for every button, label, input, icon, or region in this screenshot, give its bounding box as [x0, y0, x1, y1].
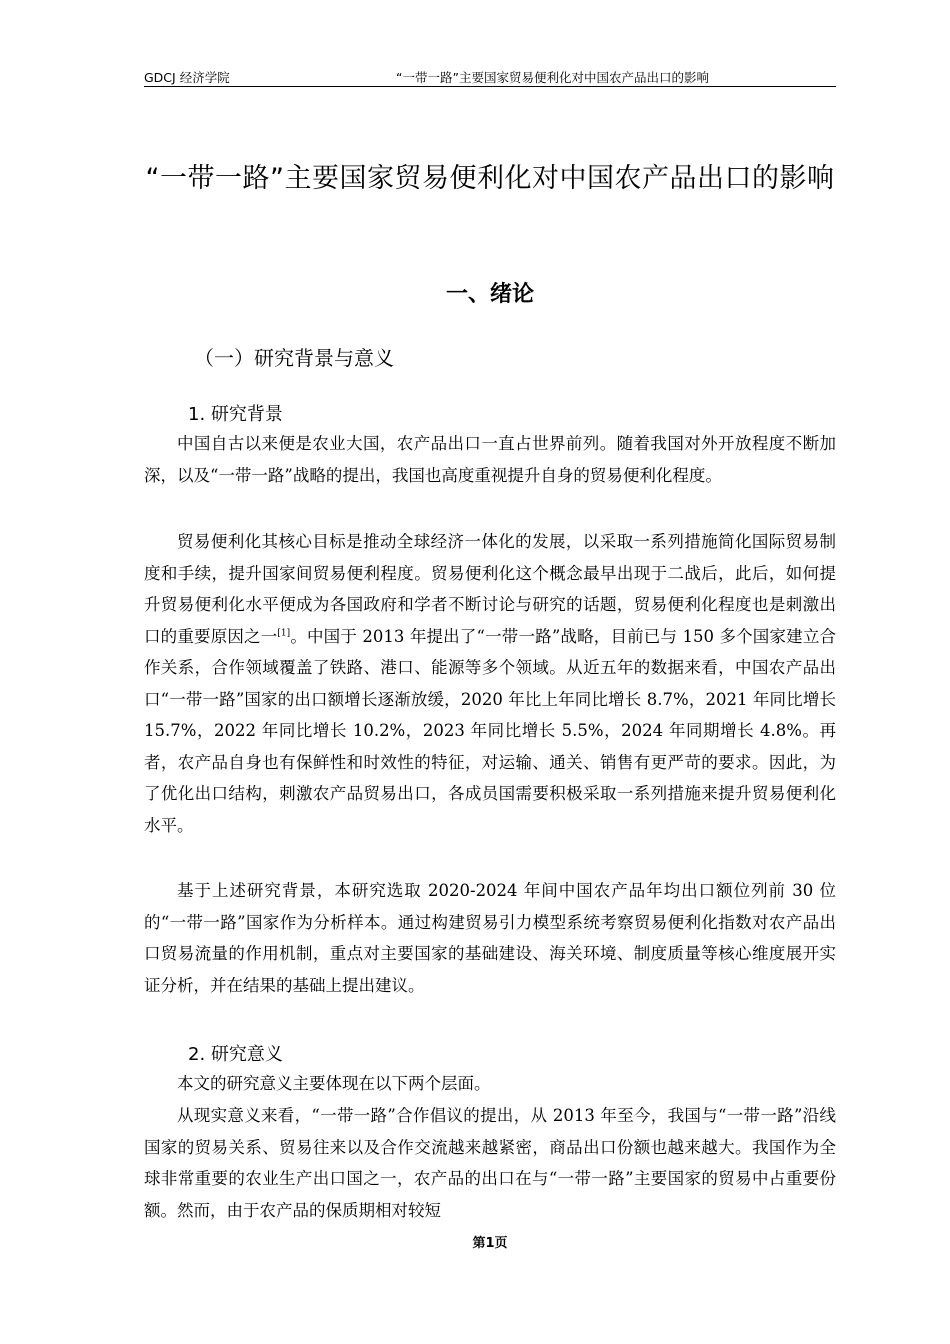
header-school: GDCJ 经济学院 — [144, 70, 230, 85]
subsection-heading-background: 1. 研究背景 — [188, 404, 283, 425]
running-header — [144, 66, 836, 87]
page-number: 第1页 — [472, 1236, 508, 1251]
paragraph-3: 基于上述研究背景，本研究选取 2020-2024 年间中国农产品年均出口额位列前 30 位的“一带一路”国家作为分析样本。通过构建贸易引力模型系统考察贸易便利化指数对农产品出口贸易流量的作用机制，重点对主要国家的基础建设、海关环境、制度质量等核心维度展开实证分析，并在结果的基础上提出建议。 — [144, 881, 836, 995]
paragraph-2-part-2: 。中国于 2013 年提出了“一带一路”战略，目前已与 150 多个国家建立合作关系，合作领域覆盖了铁路、港口、能源等多个领域。从近五年的数据来看，中国农产品出口“一带一路”国家的出口额增长逐渐放缓，2020 年比上年同比增长 8.7%，2021 年同比增长 15.7%，2022 年同比增长 10.2%，2023 年同比增长 5.5%，2024 年同期增长 4.8%。再者，农产品自身也有保鲜性和时效性的特征，对运输、通关、销售有更严苛的要求。因此，为了优化出口结构，刺激农产品贸易出口，各成员国需要积极采取一系列措施来提升贸易便利化水平。 — [144, 626, 837, 835]
paragraph-2 — [144, 526, 836, 841]
paragraph-4: 本文的研究意义主要体现在以下两个层面。 — [177, 1074, 491, 1093]
header-title: “一带一路”主要国家贸易便利化对中国农产品出口的影响 — [396, 70, 709, 85]
paragraph-5: 从现实意义来看，“一带一路”合作倡议的提出，从 2013 年至今，我国与“一带一路”沿线国家的贸易关系、贸易往来以及合作交流越来越紧密，商品出口份额也越来越大。我国作为全球非常重要的农业生产出口国之一，农产品的出口在与“一带一路”主要国家的贸易中占重要份额。然而，由于农产品的保质期相对较短 — [144, 1106, 836, 1220]
paragraph-2-part-1: 贸易便利化其核心目标是推动全球经济一体化的发展，以采取一系列措施简化国际贸易制度和手续，提升国家间贸易便利程度。贸易便利化这个概念最早出现于二战后，此后，如何提升贸易便利化水平便成为各国政府和学者不断讨论与研究的话题，贸易便利化程度也是刺激出口的重要原因之一 — [144, 532, 836, 646]
citation-ref: [1] — [277, 628, 291, 638]
section-heading: （一）研究背景与意义 — [194, 346, 394, 370]
paper-title: “一带一路”主要国家贸易便利化对中国农产品出口的影响 — [145, 163, 835, 194]
chapter-heading: 一、绪论 — [445, 282, 534, 307]
subsection-heading-significance: 2. 研究意义 — [188, 1044, 283, 1065]
paragraph-1: 中国自古以来便是农业大国，农产品出口一直占世界前列。随着我国对外开放程度不断加深，以及“一带一路”战略的提出，我国也高度重视提升自身的贸易便利化程度。 — [144, 434, 836, 485]
